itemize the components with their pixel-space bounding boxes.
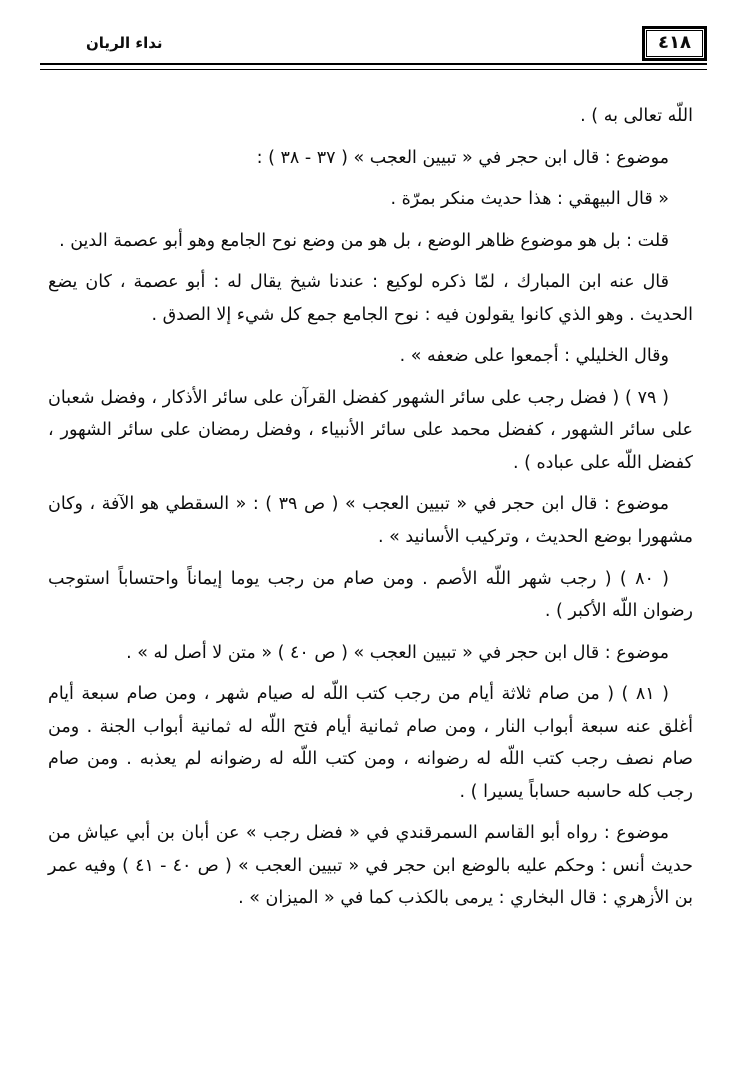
- paragraph: « قال البيهقي : هذا حديث منكر بمرّة .: [390, 189, 669, 210]
- paragraph: اللّه تعالى به ) .: [580, 106, 693, 126]
- paragraph: ( ٧٩ ) ( فضل رجب على سائر الشهور كفضل القرآن على سائر الأذكار ، وفضل شعبان على سائر الشهور ، كفضل محمد على سائر الأنبياء ، وفضل رمضان على سائر الشهور ، كفضل اللّه على عباده ) .: [48, 387, 693, 473]
- paragraph: قلت : بل هو موضوع ظاهر الوضع ، بل هو من وضع نوح الجامع وهو أبو عصمة الدين .: [59, 230, 669, 251]
- paragraph: موضوع : رواه أبو القاسم السمرقندي في « فضل رجب » عن أبان بن أبي عياش من حديث أنس : وحكم عليه بالوضع ابن حجر في « تبيين العجب » ( ص ٤٠ - ٤١ ) وفيه عمر بن الأزهري : قال البخاري : يرمى بالكذب كما في « الميزان » .: [48, 823, 693, 909]
- paragraph: موضوع : قال ابن حجر في « تبيين العجب » ( ص ٤٠ ) « متن لا أصل له » .: [126, 642, 669, 663]
- book-title: نداء الريان: [86, 34, 163, 52]
- paragraph: موضوع : قال ابن حجر في « تبيين العجب » ( ص ٣٩ ) : « السقطي هو الآفة ، وكان مشهورا بوضع الحديث ، وتركيب الأسانيد » .: [48, 494, 693, 548]
- page-number-badge: ٤١٨: [642, 26, 707, 61]
- paragraph: ( ٨١ ) ( من صام ثلاثة أيام من رجب كتب اللّه له صيام شهر ، ومن صام سبعة أيام أغلق عنه سبعة أبواب النار ، ومن صام ثمانية أيام فتح اللّه له ثمانية أبواب الجنة . ومن صام نصف رجب كتب اللّه له رضوانه ، ومن كتب اللّه له رضوانه لم يعذبه . ومن صام رجب كله حاسبه حساباً يسيرا ) .: [48, 684, 693, 802]
- page-header: [0, 0, 749, 92]
- paragraph: ( ٨٠ ) ( رجب شهر اللّه الأصم . ومن صام من رجب يوما إيماناً واحتساباً استوجب رضوان اللّه الأكبر ) .: [48, 568, 693, 622]
- paragraph: قال عنه ابن المبارك ، لمّا ذكره لوكيع : عندنا شيخ يقال له : أبو عصمة ، كان يضع الحديث . وهو الذي كانوا يقولون فيه : نوح الجامع جمع كل شيء إلا الصدق .: [48, 272, 693, 325]
- page-body: [0, 92, 749, 915]
- paragraph: موضوع : قال ابن حجر في « تبيين العجب » ( ٣٧ - ٣٨ ) :: [256, 147, 669, 168]
- paragraph: وقال الخليلي : أجمعوا على ضعفه » .: [399, 346, 669, 367]
- header-rule: [40, 63, 707, 70]
